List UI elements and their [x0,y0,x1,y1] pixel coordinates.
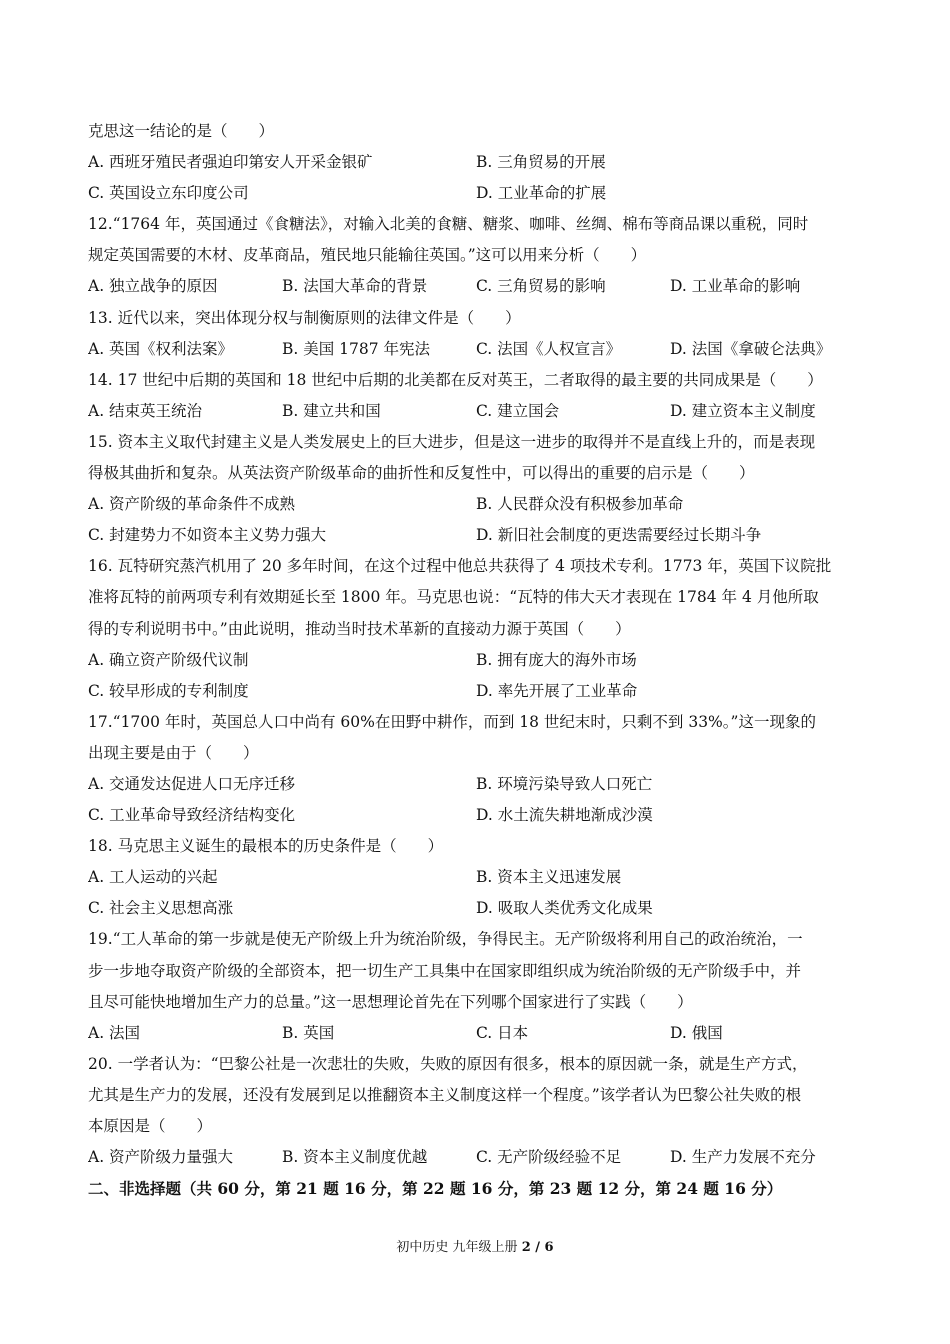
question-text-line: 20. 一学者认为：“巴黎公社是一次悲壮的失败，失败的原因有很多，根本的原因就一条，就是生产方式， [88,1054,808,1073]
options-row [88,800,864,831]
question-text-line: 16. 瓦特研究蒸汽机用了 20 多年时间，在这个过程中他总共获得了 4 项技术专利。1773 年，英国下议院批 [88,557,832,576]
answer-option: D. 率先开展了工业革命 [476,681,638,700]
answer-option: C. 工业革命导致经济结构变化 [88,806,296,825]
question-content [88,116,864,1204]
answer-option: B. 三角贸易的开展 [476,153,606,172]
answer-option: C. 法国《人权宣言》 [476,339,622,358]
answer-option: D. 生产力发展不充分 [670,1148,816,1167]
answer-option: C. 较早形成的专利制度 [88,681,249,700]
answer-option: D. 工业革命的影响 [670,277,801,296]
options-row [88,676,864,707]
options-row [88,489,864,520]
question-text-line: 出现主要是由于（ ） [88,743,259,762]
question-text-line: 19.“工人革命的第一步就是使无产阶级上升为统治阶级，争得民主。无产阶级将利用自己的政治统治，一 [88,930,803,949]
options-row [88,645,864,676]
page-footer [0,1238,950,1258]
question-text-line: 得极其曲折和复杂。从英法资产阶级革命的曲折性和反复性中，可以得出的重要的启示是（ ） [88,464,755,483]
options-row [88,178,864,209]
options-row [88,893,864,924]
answer-option: D. 水土流失耕地渐成沙漠 [476,806,653,825]
options-row [88,520,864,551]
answer-option: C. 社会主义思想高涨 [88,899,234,918]
options-row [88,862,864,893]
answer-option: A. 独立战争的原因 [88,277,218,296]
answer-option: B. 资本主义迅速发展 [476,868,622,887]
answer-option: B. 环境污染导致人口死亡 [476,774,653,793]
options-row [88,271,864,302]
question-text-line: 本原因是（ ） [88,1117,213,1135]
answer-option: C. 封建势力不如资本主义势力强大 [88,526,327,545]
answer-option: A. 西班牙殖民者强迫印第安人开采金银矿 [88,153,373,172]
question-text-line: 尤其是生产力的发展，还没有发展到足以推翻资本主义制度这样一个程度。”该学者认为巴黎公社失败的根 [88,1085,802,1104]
question-text-line: 克思这一结论的是（ ） [88,122,275,140]
answer-option: A. 结束英王统治 [88,401,203,420]
question-text-line: 14. 17 世纪中后期的英国和 18 世纪中后期的北美都在反对英王，二者取得的最主要的共同成果是（ ） [88,370,823,389]
answer-option: A. 工人运动的兴起 [88,868,218,887]
question-text-line: 得的专利说明书中。”由此说明，推动当时技术革新的直接动力源于英国（ ） [88,619,631,638]
answer-option: C. 日本 [476,1023,529,1042]
options-row [88,1018,864,1049]
answer-option: D. 建立资本主义制度 [670,401,816,420]
options-row [88,334,864,365]
question-text-line: 且尽可能快地增加生产力的总量。”这一思想理论首先在下列哪个国家进行了实践（ ） [88,992,693,1011]
question-text-line: 步一步地夺取资产阶级的全部资本，把一切生产工具集中在国家即组织成为统治阶级的无产阶级手中，并 [88,961,802,980]
answer-option: A. 确立资产阶级代议制 [88,650,249,669]
question-text-line: 准将瓦特的前两项专利有效期延长至 1800 年。马克思也说：“瓦特的伟大天才表现在 1784 年 4 月他所取 [88,588,819,607]
answer-option: C. 建立国会 [476,401,560,420]
question-text-line: 15. 资本主义取代封建主义是人类发展史上的巨大进步，但是这一进步的取得并不是直线上升的，而是表现 [88,432,816,451]
answer-option: B. 拥有庞大的海外市场 [476,650,637,669]
question-text-line: 13. 近代以来，突出体现分权与制衡原则的法律文件是（ ） [88,308,521,327]
answer-option: C. 英国设立东印度公司 [88,184,249,203]
answer-option: D. 俄国 [670,1023,723,1042]
page-number: 2 / 6 [521,1240,554,1255]
answer-option: A. 法国 [88,1023,141,1042]
answer-option: D. 新旧社会制度的更迭需要经过长期斗争 [476,526,762,545]
question-text-line: 12.“1764 年，英国通过《食糖法》，对输入北美的食糖、糖浆、咖啡、丝绸、棉布等商品课以重税，同时 [88,215,809,234]
question-text-line: 规定英国需要的木材、皮革商品，殖民地只能输往英国。”这可以用来分析（ ） [88,246,647,265]
footer-label: 初中历史 九年级上册 [396,1240,522,1255]
options-row [88,396,864,427]
options-row [88,769,864,800]
answer-option: A. 资产阶级的革命条件不成熟 [88,495,296,514]
section-heading: 二、非选择题（共 60 分，第 21 题 16 分，第 22 题 16 分，第 23 题 12 分，第 24 题 16 分） [88,1179,783,1199]
answer-option: C. 无产阶级经验不足 [476,1148,622,1167]
answer-option: D. 吸取人类优秀文化成果 [476,899,653,918]
answer-option: B. 人民群众没有积极参加革命 [476,495,684,514]
answer-option: A. 资产阶级力量强大 [88,1148,234,1167]
answer-option: D. 工业革命的扩展 [476,184,607,203]
answer-option: C. 三角贸易的影响 [476,277,606,296]
question-text-line: 17.“1700 年时，英国总人口中尚有 60%在田野中耕作，而到 18 世纪末时，只剩不到 33%。”这一现象的 [88,712,816,731]
options-row [88,1142,864,1173]
answer-option: B. 资本主义制度优越 [282,1148,428,1167]
answer-option: B. 美国 1787 年宪法 [282,339,431,358]
answer-option: B. 建立共和国 [282,401,381,420]
options-row [88,147,864,178]
answer-option: A. 交通发达促进人口无序迁移 [88,774,296,793]
answer-option: A. 英国《权利法案》 [88,339,234,358]
question-text-line: 18. 马克思主义诞生的最根本的历史条件是（ ） [88,837,444,856]
answer-option: D. 法国《拿破仑法典》 [670,339,832,358]
answer-option: B. 英国 [282,1023,335,1042]
answer-option: B. 法国大革命的背景 [282,277,428,296]
